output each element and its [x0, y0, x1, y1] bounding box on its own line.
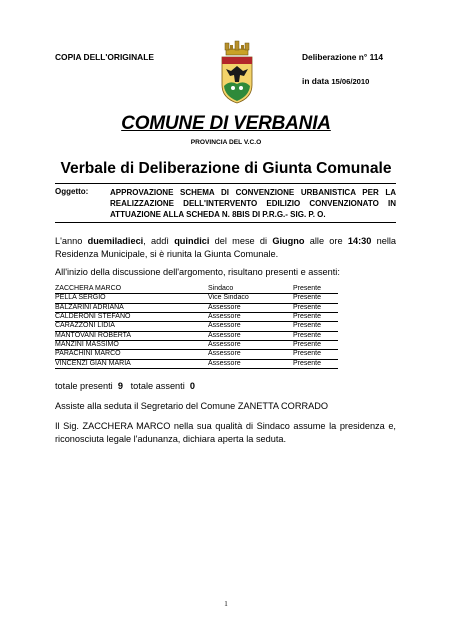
member-status: Presente	[293, 331, 322, 339]
year-words: duemiladieci	[87, 236, 144, 246]
absent-total-label: totale assenti	[130, 381, 185, 391]
secretary-line: Assiste alla seduta il Segretario del Comune ZANETTA CORRADO	[55, 401, 329, 411]
member-role: Sindaco	[208, 285, 234, 292]
table-row	[55, 285, 338, 294]
page-number: 1	[224, 600, 228, 608]
oggetto-bottom-rule	[55, 222, 396, 223]
member-status: Presente	[293, 303, 322, 311]
member-name: MANTOVANI ROBERTA	[55, 331, 132, 339]
month-name: Giugno	[272, 236, 305, 246]
member-status: Presente	[293, 341, 322, 349]
table-row	[55, 341, 338, 350]
table-row	[55, 294, 338, 303]
member-status: Presente	[293, 322, 322, 330]
opening-paragraph	[55, 235, 396, 261]
table-row	[55, 350, 338, 359]
member-role: Assessore	[208, 313, 241, 321]
day-words: quindici	[174, 236, 210, 246]
present-total: 9	[117, 381, 123, 391]
member-name: CALDERONI STEFANO	[55, 313, 131, 321]
opening-text-5: nella Residenza Municipale, si è riunita la Giunta Comunale.	[55, 236, 397, 259]
absent-total: 0	[189, 381, 195, 391]
totals-line	[55, 380, 396, 393]
member-role: Assessore	[208, 350, 241, 358]
deliberation-number: 114	[369, 52, 384, 62]
opening-text-1: L'anno	[55, 236, 83, 246]
document-title: Verbale di Deliberazione di Giunta Comunale	[60, 160, 392, 177]
member-name: CARAZZONI LIDIA	[55, 322, 115, 330]
member-name: PELLA SERGIO	[55, 294, 106, 302]
oggetto-top-rule	[55, 183, 396, 184]
member-status: Presente	[293, 285, 322, 292]
table-row	[55, 360, 338, 369]
member-role: Assessore	[208, 359, 241, 367]
table-row	[55, 313, 338, 322]
member-role: Vice Sindaco	[208, 294, 249, 302]
deliberation-label: Deliberazione n°	[302, 52, 368, 62]
subject-text: APPROVAZIONE SCHEMA DI CONVENZIONE URBANISTICA PER LA REALIZZAZIONE DELL'INTERVENTO EDILIZIO CONVENZIONATO IN ATTUAZIONE ALLA SCHEDA N. 8BIS DI P.R.G.- SIG. P. O.	[110, 188, 396, 219]
member-status: Presente	[293, 294, 322, 302]
member-name: MANZINI MASSIMO	[55, 341, 119, 349]
municipal-crest-icon	[218, 40, 256, 106]
opening-text-3: del mese di	[214, 236, 268, 246]
member-role: Assessore	[208, 341, 241, 349]
member-name: PARACHINI MARCO	[55, 350, 121, 358]
presidency-line: Il Sig. ZACCHERA MARCO nella sua qualità di Sindaco assume la presidenza e, riconosciuta legale l'adunanza, dichiara aperta la seduta.	[55, 421, 396, 444]
date-value: 15/06/2010	[331, 77, 370, 86]
present-total-label: totale presenti	[55, 381, 113, 391]
member-role: Assessore	[208, 322, 241, 330]
member-name: BALZARINI ADRIANA	[55, 303, 124, 311]
opening-text-4: alle ore	[309, 236, 343, 246]
municipality-title: COMUNE DI VERBANIA	[121, 113, 331, 134]
member-status: Presente	[293, 350, 322, 358]
member-role: Assessore	[208, 331, 241, 339]
deliberation-date-line	[302, 76, 369, 86]
subject-label: Oggetto:	[55, 187, 89, 196]
attendance-table	[55, 285, 338, 369]
province-subtitle: PROVINCIA DEL V.C.O	[190, 139, 262, 146]
member-name: VINCENZI GIAN MARIA	[55, 359, 131, 367]
member-name: ZACCHERA MARCO	[55, 285, 122, 292]
table-row	[55, 304, 338, 313]
meeting-time: 14:30	[347, 236, 372, 246]
date-label: in data	[302, 76, 329, 86]
copy-label: COPIA DELL'ORIGINALE	[55, 52, 154, 62]
member-status: Presente	[293, 313, 322, 321]
table-row	[55, 332, 338, 341]
table-row	[55, 322, 338, 331]
member-status: Presente	[293, 359, 322, 367]
opening-text-2: , addì	[143, 236, 169, 246]
discussion-intro: All'inizio della discussione dell'argomento, risultano presenti e assenti:	[55, 267, 340, 277]
deliberation-number-line	[302, 52, 383, 62]
member-role: Assessore	[208, 303, 241, 311]
